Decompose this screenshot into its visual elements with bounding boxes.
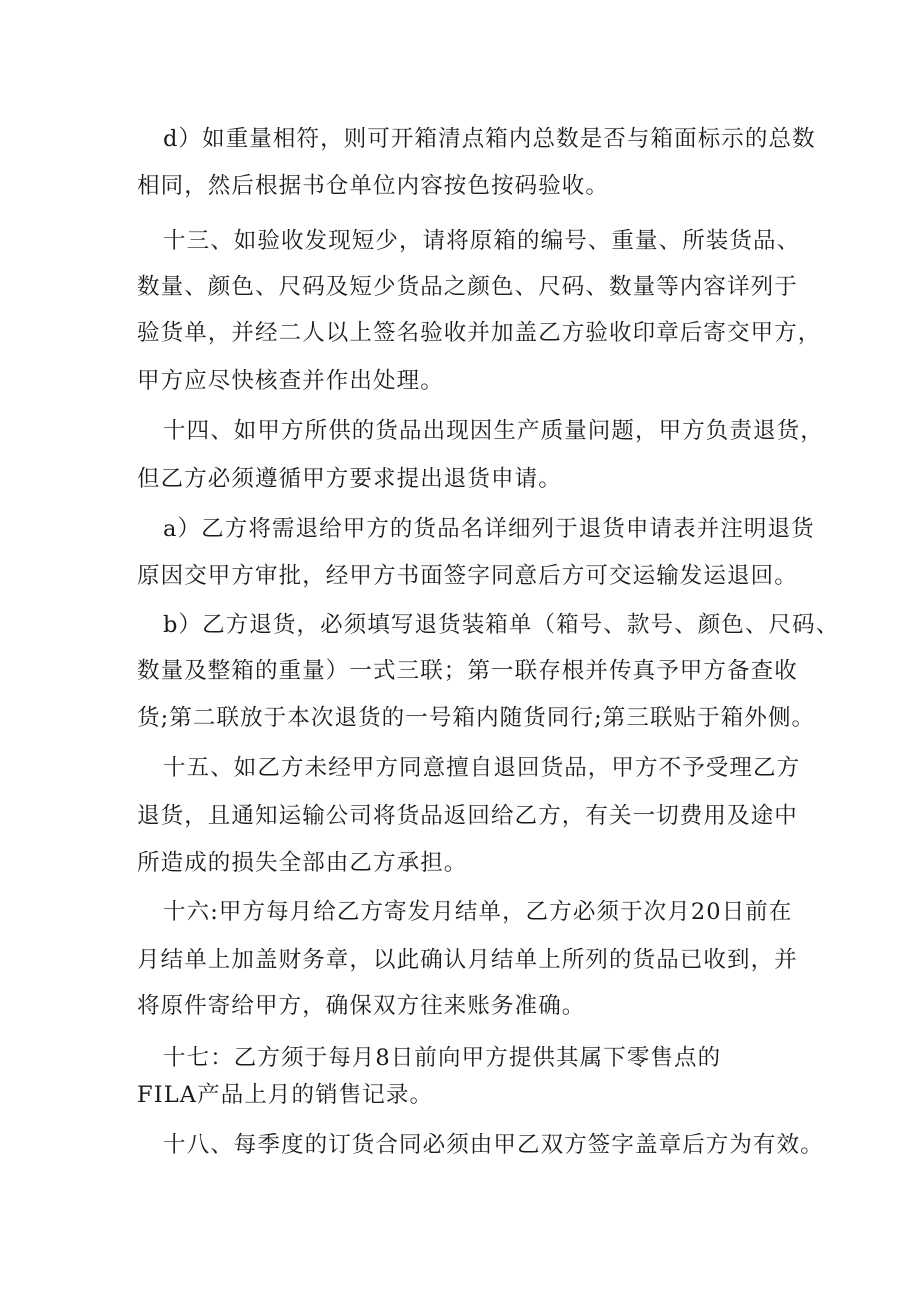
paragraph-line: b）乙方退货，必须填写退货装箱单（箱号、款号、颜色、尺码、 (163, 612, 840, 638)
paragraph-line: 验货单，并经二人以上签名验收并加盖乙方验收印章后寄交甲方， (137, 320, 822, 346)
paragraph-line: 甲方应尽快核查并作出处理。 (137, 368, 444, 394)
paragraph-line: 十八、每季度的订货合同必须由甲乙双方签字盖章后方为有效。 (163, 1132, 824, 1158)
paragraph-line: a）乙方将需退给甲方的货品名详细列于退货申请表并注明退货 (163, 516, 815, 542)
paragraph-line: 所造成的损失全部由乙方承担。 (137, 850, 468, 876)
paragraph-line: FILA产品上月的销售记录。 (137, 1082, 434, 1108)
paragraph-line: 十七：乙方须于每月8日前向甲方提供其属下零售点的 (163, 1045, 722, 1071)
paragraph-line: 货;第二联放于本次退货的一号箱内随货同行;第三联贴于箱外侧。 (137, 705, 816, 731)
paragraph-line: 数量及整箱的重量）一式三联；第一联存根并传真予甲方备查收 (137, 658, 798, 684)
paragraph-line: 月结单上加盖财务章，以此确认月结单上所列的货品已收到，并 (137, 947, 798, 973)
paragraph-line: d）如重量相符，则可开箱清点箱内总数是否与箱面标示的总数 (163, 126, 816, 152)
paragraph-line: 但乙方必须遵循甲方要求提出退货申请。 (137, 466, 562, 492)
paragraph-line: 十三、如验收发现短少，请将原箱的编号、重量、所装货品、 (163, 228, 801, 254)
paragraph-line: 十六:甲方每月给乙方寄发月结单，乙方必须于次月20日前在 (163, 899, 793, 925)
paragraph-line: 相同，然后根据书仓单位内容按色按码验收。 (137, 173, 610, 199)
paragraph-line: 十四、如甲方所供的货品出现因生产质量问题，甲方负责退货， (163, 418, 824, 444)
paragraph-line: 退货，且通知运输公司将货品返回给乙方，有关一切费用及途中 (137, 803, 798, 829)
paragraph-line: 数量、颜色、尺码及短少货品之颜色、尺码、数量等内容详列于 (137, 274, 798, 300)
paragraph-line: 十五、如乙方未经甲方同意擅自退回货品，甲方不予受理乙方 (163, 755, 801, 781)
paragraph-line: 将原件寄给甲方，确保双方往来账务准确。 (137, 993, 586, 1019)
paragraph-line: 原因交甲方审批，经甲方书面签字同意后方可交运输发运退回。 (137, 563, 798, 589)
